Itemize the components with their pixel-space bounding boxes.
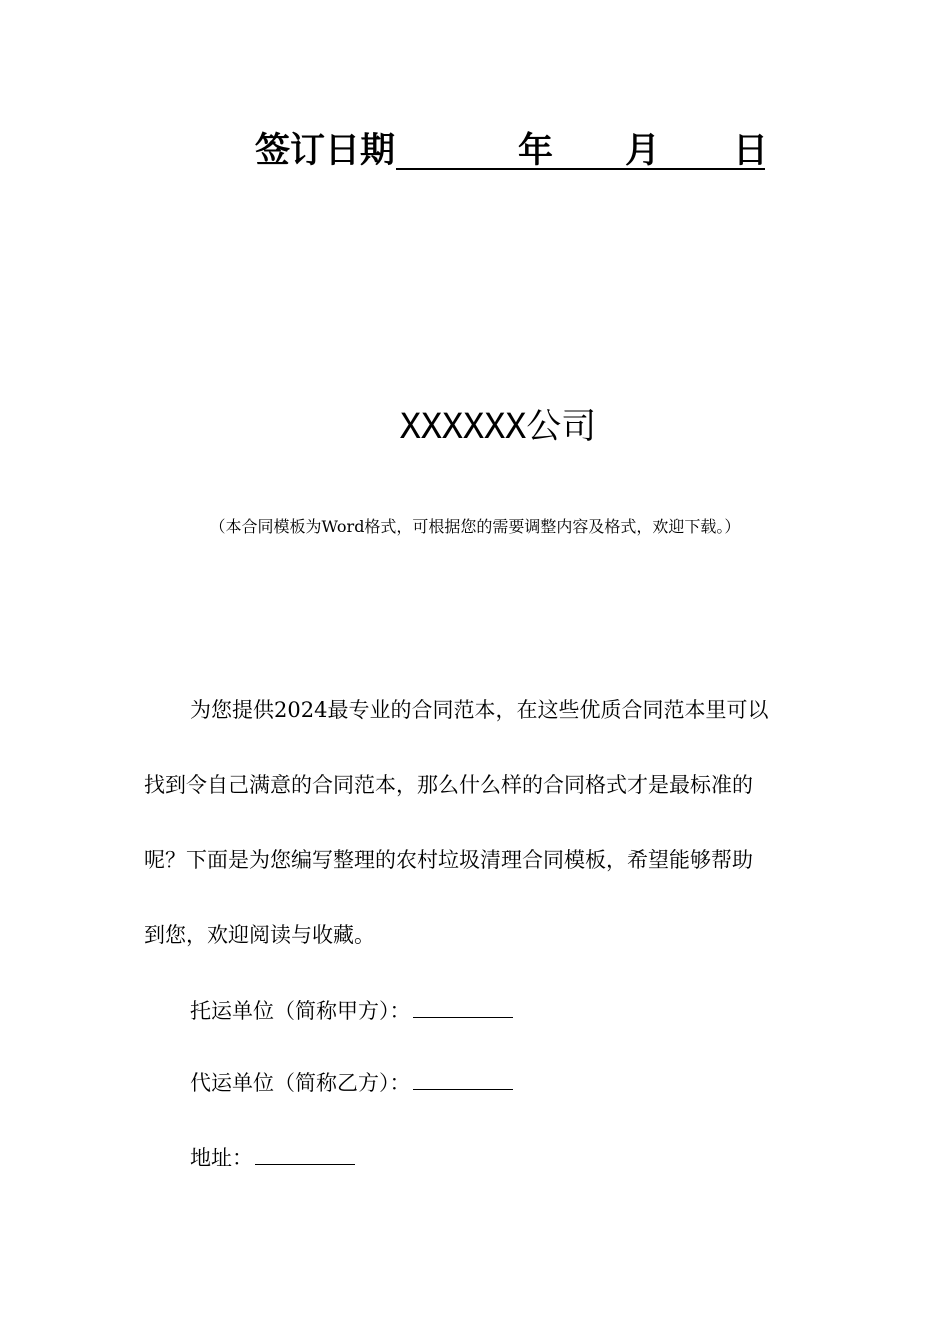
- intro-line: 到您，欢迎阅读与收藏。: [144, 923, 375, 947]
- signing-date-day-label: 日: [733, 131, 769, 171]
- address-field-label: 地址：: [190, 1146, 253, 1170]
- signing-date-line: [255, 128, 775, 174]
- carrier-blank-line: [413, 1071, 513, 1090]
- shipper-blank-line: [413, 999, 513, 1018]
- address-blank-line: [255, 1146, 355, 1165]
- shipper-field-label: 托运单位（简称甲方）：: [190, 999, 411, 1023]
- template-note: （本合同模板为Word格式，可根据您的需要调整内容及格式，欢迎下载。）: [209, 517, 741, 536]
- shipper-field: [190, 996, 513, 1026]
- signing-date-label: 签订日期: [255, 131, 396, 171]
- address-field: [190, 1143, 355, 1173]
- carrier-field: [190, 1068, 513, 1098]
- signing-date-year-label: 年: [518, 131, 554, 171]
- intro-line: 呢？下面是为您编写整理的农村垃圾清理合同模板，希望能够帮助: [144, 848, 753, 872]
- company-name: XXXXXX公司: [399, 407, 597, 447]
- intro-line: 为您提供2024最专业的合同范本，在这些优质合同范本里可以: [190, 698, 769, 722]
- intro-line: 找到令自己满意的合同范本，那么什么样的合同格式才是最标准的: [144, 773, 753, 797]
- signing-date-month-label: 月: [625, 131, 661, 171]
- signing-date-underline: [396, 168, 765, 170]
- carrier-field-label: 代运单位（简称乙方）：: [190, 1071, 411, 1095]
